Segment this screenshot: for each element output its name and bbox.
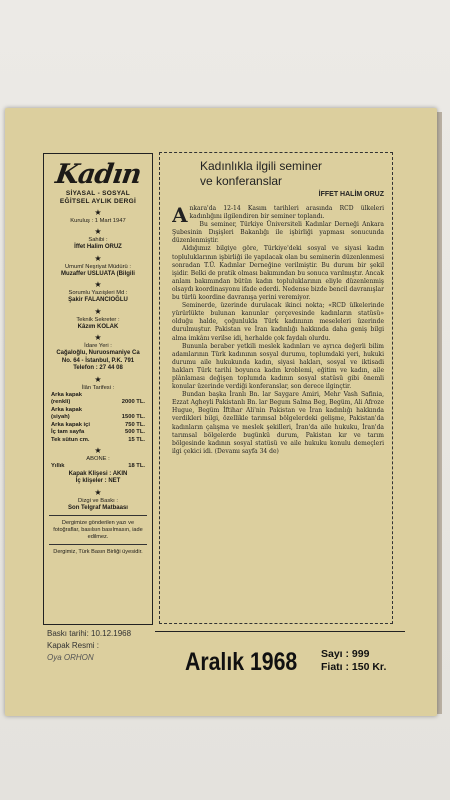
- star-icon: ★: [94, 487, 102, 497]
- admin-address: Cağaloğlu, Nuruosmaniye Ca: [56, 350, 140, 356]
- issue-month: Aralık 1968: [185, 648, 298, 676]
- issue-number: Sayı : 999: [321, 648, 370, 660]
- subscription-list: [49, 463, 147, 471]
- article-paragraph: nkara'da 12-14 Kasım tarihleri arasında RCD ülkeleri kadınlığını ilgilendiren bir seminer toplandı.: [189, 205, 384, 221]
- article-paragraph: Bundan başka İranlı Bn. lar Saygare Amiri, Mehr Vash Safinia, Ezzat Agheyli Pakistanlı Bn. lar Begum Salma Beg, Begüm, Ali Afroze Hugue, Begüm İftihar Ali'nin Pakistan ve İran kadınlığı hakkında verdikleri bilgi, özellikle tarımsal bölgelerdeki gelişme, Pakistan'da kadınların çalışma ve meslek şekilleri, İran'da aile hukuku, İran'da tarımsal bölgelerde bugünkü durum, Pakistan kır ve tarım bölgesinde kadının sosyal statüsü ve aile hukuku konulu demeçleri ilgi çekici idi. (Devamı sayfa 34 de): [172, 391, 384, 455]
- price-row: [49, 407, 147, 415]
- divider: [49, 544, 147, 545]
- founded: Kuruluş : 1 Mart 1947: [70, 218, 126, 224]
- price-item: (renkli): [51, 399, 71, 405]
- star-icon: ★: [94, 253, 102, 263]
- price-row: [49, 463, 147, 471]
- editor: Şakir FALANCIOĞLU: [68, 297, 128, 303]
- price-item: Arka kapak içi: [51, 421, 90, 428]
- price-row: [49, 429, 147, 437]
- article-body: [172, 205, 384, 617]
- star-icon: ★: [94, 306, 102, 316]
- price-value: 15 TL.: [128, 436, 145, 443]
- subtitle: SİYASAL - SOSYAL: [65, 190, 131, 197]
- star-icon: ★: [94, 333, 102, 342]
- star-icon: ★: [94, 208, 102, 217]
- star-icon: ★: [94, 446, 102, 455]
- inner-cliche: İç klişeler : NET: [75, 478, 121, 484]
- cover-artist: Oya ORHON: [47, 653, 94, 662]
- price-item: Yıllık: [51, 463, 65, 469]
- star-icon: ★: [94, 374, 102, 384]
- price-row: [49, 399, 147, 407]
- masthead-box: [43, 153, 153, 625]
- issue-info: [321, 648, 386, 674]
- price-value: 18 TL.: [128, 463, 145, 469]
- editor-label: Sorumlu Yazıişleri Md :: [68, 290, 128, 296]
- price-row: [49, 422, 147, 430]
- cover-cliche: Kapak Klişesi : AKIN: [68, 470, 128, 477]
- price-value: 500 TL.: [125, 429, 145, 435]
- article-title: [200, 159, 322, 189]
- article-author: İFFET HALİM ORUZ: [318, 191, 384, 198]
- admin-address: No. 64 - İstanbul, P.K. 791: [61, 357, 135, 364]
- title-line: ve konferanslar: [200, 174, 283, 188]
- divider: [49, 515, 147, 516]
- magazine-logo: Kadın: [53, 159, 143, 190]
- price-item: İç tam sayfa: [51, 429, 85, 435]
- price-item: Arka kapak: [51, 406, 82, 413]
- magazine-page: [5, 108, 437, 716]
- article-paragraph: Seminerde, üzerinde durulacak ikinci nokta; «RCD ülkelerinde yürürlükte bulunan kanunlar çerçevesinde kadınların statüsü» olduğu halde, çoğunlukla Türk kadınının meseleleri üzerinde durulmuştur. Pakistan ve İran kadınlığı hakkında daha geniş bilgi alma imkânı verilse idi, herhalde çok faydalı olurdu.: [172, 302, 384, 342]
- ads-label: İlân Tarifesi :: [81, 384, 115, 391]
- price-value: 750 TL.: [125, 421, 145, 428]
- article-paragraph: Bununla beraber yetkili meslek kadınları ve ayrıca değerli bilim adamlarının Türk kadınının sosyal durumu, toplumdaki yeri, hukuki durumu aile hukukunda kadın, siyasi hakları, sosyal ve iktisadi hakları Türk tarihi boyunca kadın kroblemi, eğitim ve kadın, aile plânlaması değişen toplumda kadının sosyal statüsü gibi önemli konular üzerinde verdiği konferanslar, son derece ilginçtir.: [172, 342, 384, 391]
- union-note: Dergimiz, Türk Basın Birliği üyesidir.: [53, 549, 143, 555]
- admin-label: İdare Yeri :: [84, 343, 112, 349]
- price-row: [49, 414, 147, 422]
- drop-cap: A: [172, 205, 188, 227]
- price-row: [49, 437, 147, 445]
- title-line: Kadınlıkla ilgili seminer: [200, 159, 323, 173]
- director: Muzaffer USLUATA (Bilgili: [61, 270, 135, 277]
- cover-label: Kapak Resmi :: [47, 641, 100, 650]
- owner-label: Sahibi :: [88, 237, 108, 243]
- tech-secretary: Kâzım KOLAK: [77, 323, 119, 330]
- price-value: 2000 TL.: [121, 399, 145, 405]
- price-item: Tek sütun cm.: [51, 436, 90, 443]
- price-item: Arka kapak: [51, 391, 82, 398]
- ad-price-list: [49, 392, 147, 445]
- tech-label: Teknik Sekreter :: [76, 316, 120, 323]
- issue-price: Fiatı : 150 Kr.: [321, 661, 387, 673]
- price-value: 1500 TL.: [121, 414, 145, 420]
- price-item: (siyah): [51, 414, 70, 420]
- owner: İffet Halim ORUZ: [74, 244, 122, 250]
- star-icon: ★: [94, 227, 102, 236]
- director-label: Umumî Neşriyat Müdürü :: [64, 263, 132, 270]
- print-date: Baskı tarihi: 10.12.1968: [47, 629, 132, 638]
- article-box: [159, 152, 393, 624]
- price-row: [49, 392, 147, 400]
- phone: Telefon : 27 44 08: [73, 365, 123, 371]
- subs-label: ABONE :: [86, 456, 110, 462]
- star-icon: ★: [94, 280, 102, 289]
- subtitle: EĞİTSEL AYLIK DERGİ: [59, 198, 137, 205]
- printer: Son Telgraf Matbaası: [68, 504, 128, 511]
- footer-rule: [155, 631, 405, 632]
- print-info: [47, 628, 131, 664]
- article-paragraph: Bu seminer, Türkiye Üniversiteli Kadınlar Derneği Ankara Şubesinin Dışişleri Bakanlığı ile işbirliği yapması sonucunda düzenlenmiştir.: [172, 221, 384, 245]
- printed-label: Dizgi ve Baskı :: [78, 497, 118, 504]
- article-paragraph: Aldığımız bilgiye göre, Türkiye'deki sosyal ve siyasi kadın topluluklarının işbirliği ile yapılacak olan bu seminerin düzenlenmesi sonradan T.Ü. Kadınlar Derneğine verilmiştir. Bu durum bir şekil işidir. Belki de pratik olması bakımından bu sonuca varılmıştır. Ancak anlam bakımından bütün kadın topluluklarının eliyle düzenlenmiş olsaydı koordinasyonu ifade ederdi. Nedense bizde bencil davranışlar bu türlü koordine davranışa yerini veremiyor.: [172, 245, 384, 302]
- submission-note: Dergimize gönderilen yazı ve fotoğraflar, basılsın basılmasın, iade edilmez.: [53, 520, 143, 540]
